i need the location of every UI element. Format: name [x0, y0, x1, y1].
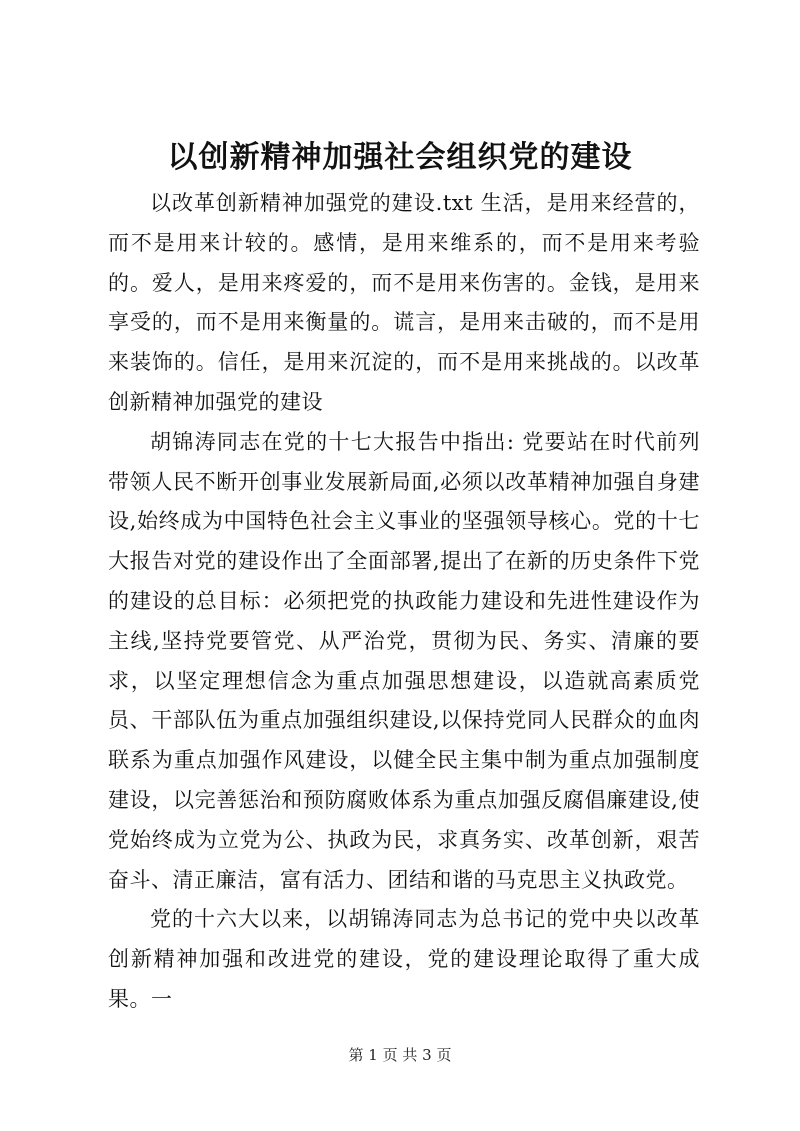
paragraph-2: 胡锦涛同志在党的十七大报告中指出: 党要站在时代前列带领人民不断开创事业发展新局面,必须以改革精神加强自身建设,始终成为中国特色社会主义事业的坚强领导核心。党的十七大报告对党的建设作出了全面部署,提出了在新的历史条件下党的建设的总目标：必须把党的执政能力建设和先进性建设作为主线,坚持党要管党、从严治党，贯彻为民、务实、清廉的要求，以坚定理想信念为重点加强思想建设，以造就高素质党员、干部队伍为重点加强组织建设,以保持党同人民群众的血肉联系为重点加强作风建设，以健全民主集中制为重点加强制度建设，以完善惩治和预防腐败体系为重点加强反腐倡廉建设,使党始终成为立党为公、执政为民，求真务实、改革创新，艰苦奋斗、清正廉洁，富有活力、团结和谐的马克思主义执政党。 — [108, 429, 700, 892]
paragraph-1: 以改革创新精神加强党的建设.txt 生活，是用来经营的，而不是用来计较的。感情，是用来维系的，而不是用来考验的。爱人，是用来疼爱的，而不是用来伤害的。金钱，是用来享受的，而不是用来衡量的。谎言，是用来击破的，而不是用来装饰的。信任，是用来沉淀的，而不是用来挑战的。以改革创新精神加强党的建设 — [108, 191, 700, 414]
paragraph-3: 党的十六大以来，以胡锦涛同志为总书记的党中央以改革创新精神加强和改进党的建设，党的建设理论取得了重大成果。一 — [108, 907, 700, 1011]
document-title: 以创新精神加强社会组织党的建设 — [167, 140, 633, 175]
page-footer: 第 1 页 共 3 页 — [348, 1046, 452, 1064]
document-body — [108, 184, 700, 1020]
